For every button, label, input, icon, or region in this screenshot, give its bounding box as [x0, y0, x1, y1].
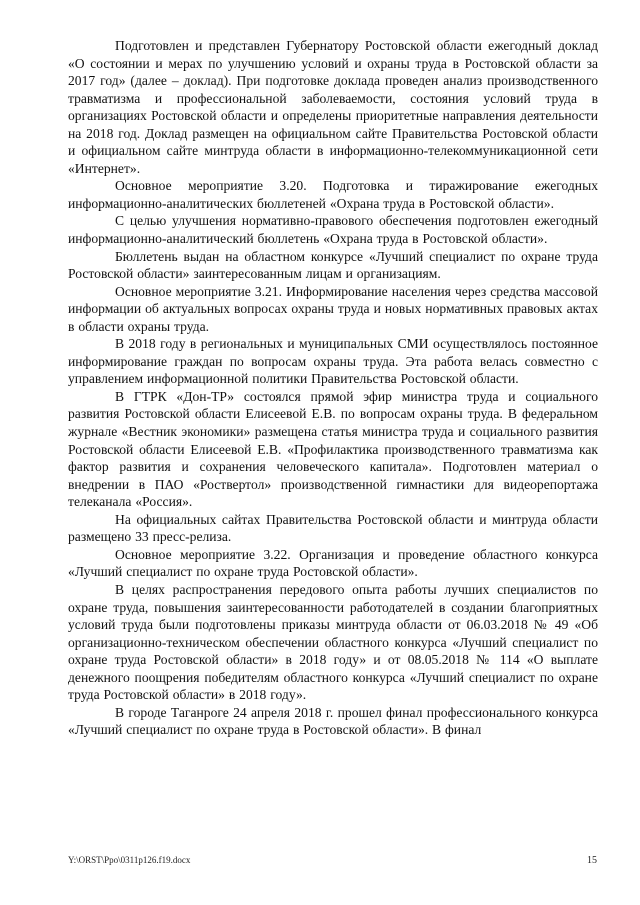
document-body — [68, 37, 598, 739]
paragraph-taganrog-final: В городе Таганроге 24 апреля 2018 г. прошел финал профессионального конкурса «Лучший специалист по охране труда в Ростовской области». В финал — [68, 704, 598, 738]
paragraph-measure-3-20: Основное мероприятие 3.20. Подготовка и тиражирование ежегодных информационно-аналитических бюллетеней «Охрана труда в Ростовской области». — [68, 178, 598, 211]
footer-file-path: Y:\ORST\Ppo\0311p126.f19.docx — [68, 855, 191, 865]
paragraph-press-releases: На официальных сайтах Правительства Ростовской области и минтруда области размещено 33 пресс-релиза. — [68, 511, 598, 545]
paragraph-gtrk-broadcast: В ГТРК «Дон-ТР» состоялся прямой эфир министра труда и социального развития Ростовской области Елисеевой Е.В. по вопросам охраны труда. В федеральном журнале «Вестник экономики» размещена статья министра труда и социального развития Ростовской области Елисеевой Е.В. «Профилактика производственного травматизма как фактор развития и сохранения человеческого капитала». Подготовлен материал о внедрении в ПАО «Роствертол» производственной гимнастики для видеорепортажа телеканала «Россия». — [68, 388, 598, 510]
paragraph-measure-3-21: Основное мероприятие 3.21. Информирование населения через средства массовой информации об актуальных вопросах охраны труда и новых нормативных правовых актах в области охраны труда. — [68, 283, 598, 334]
paragraph-report-prepared: Подготовлен и представлен Губернатору Ростовской области ежегодный доклад «О состоянии и мерах по улучшению условий и охраны труда в Ростовской области за 2017 год» (далее – доклад). При подготовке доклада проведен анализ производственного травматизма и профессиональной заболеваемости, состояния условий труда в организациях Ростовской области и определены приоритетные направления деятельности на 2018 год. Доклад размещен на официальном сайте Правительства Ростовской области и официальном сайте минтруда области в информационно-телекоммуникационной сети «Интернет». — [68, 38, 598, 176]
paragraph-media-informing: В 2018 году в региональных и муниципальных СМИ осуществлялось постоянное информирование граждан по вопросам охраны труда. Эта работа велась совместно с управлением информационной политики Правительства Ростовской области. — [68, 336, 598, 387]
paragraph-bulletin-issued: Бюллетень выдан на областном конкурсе «Лучший специалист по охране труда Ростовской области» заинтересованным лицам и организациям. — [68, 248, 598, 282]
paragraph-measure-3-22: Основное мероприятие 3.22. Организация и проведение областного конкурса «Лучший специалист по охране труда Ростовской области». — [68, 546, 598, 580]
page-number: 15 — [587, 855, 597, 866]
paragraph-bulletin-prepared: С целью улучшения нормативно-правового обеспечения подготовлен ежегодный информационно-аналитический бюллетень «Охрана труда в Ростовской области». — [68, 213, 598, 247]
paragraph-contest-orders: В целях распространения передового опыта работы лучших специалистов по охране труда, повышения заинтересованности работодателей в создании благоприятных условий труда были подготовлены приказы минтруда области от 06.03.2018 № 49 «Об организационно-техническом обеспечении областного конкурса «Лучший специалист по охране труда Ростовской области» в 2018 году» и от 08.05.2018 № 114 «О выплате денежного поощрения победителям областного конкурса «Лучший специалист по охране труда Ростовской области» в 2018 году». — [68, 581, 598, 703]
